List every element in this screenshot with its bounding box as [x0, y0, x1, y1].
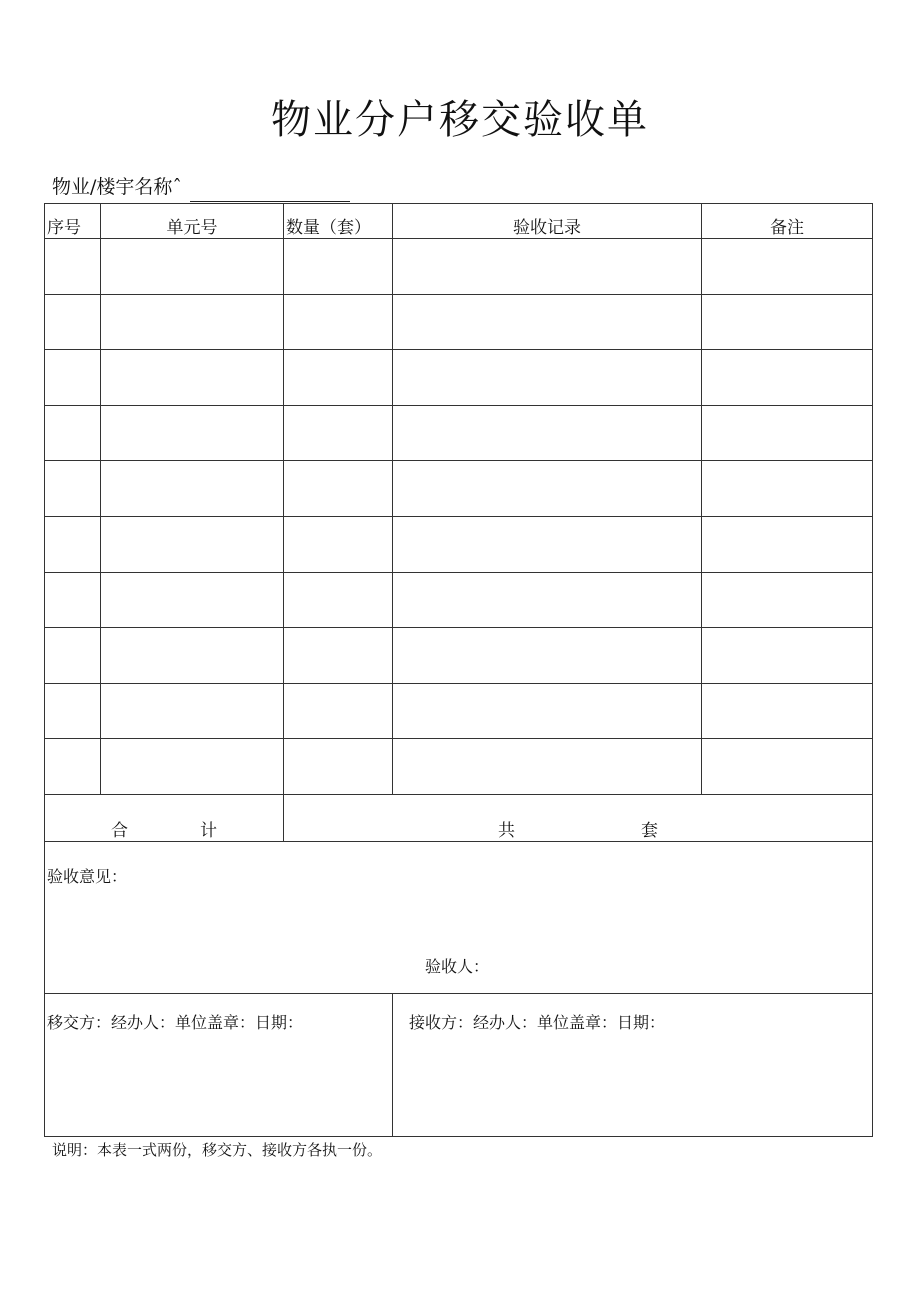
- giver-sign-cell[interactable]: [45, 993, 393, 1136]
- total-value-tao: 套: [641, 820, 658, 841]
- header-unit: 单元号: [101, 204, 284, 239]
- table-row: [45, 516, 873, 572]
- cell-quantity[interactable]: [284, 628, 393, 684]
- cell-unit[interactable]: [101, 461, 284, 517]
- opinion-signer-label: 验收人：: [425, 956, 490, 976]
- receiver-sign-label: 接收方：经办人：单位盖章：日期：: [409, 1012, 666, 1032]
- cell-record[interactable]: [393, 350, 702, 406]
- cell-remark[interactable]: [702, 350, 873, 406]
- cell-remark[interactable]: [702, 572, 873, 628]
- cell-index[interactable]: [45, 683, 101, 739]
- header-remark: 备注: [702, 204, 873, 239]
- cell-index[interactable]: [45, 739, 101, 795]
- table-row: [45, 239, 873, 295]
- cell-index[interactable]: [45, 461, 101, 517]
- cell-quantity[interactable]: [284, 572, 393, 628]
- cell-quantity[interactable]: [284, 739, 393, 795]
- cell-remark[interactable]: [702, 405, 873, 461]
- cell-quantity[interactable]: [284, 405, 393, 461]
- receiver-sign-cell[interactable]: [393, 993, 873, 1136]
- total-label-cell: [45, 794, 284, 841]
- header-record: 验收记录: [393, 204, 702, 239]
- total-row: [45, 794, 873, 841]
- cell-index[interactable]: [45, 239, 101, 295]
- total-value-gong: 共: [498, 820, 515, 841]
- total-value-cell[interactable]: [284, 794, 873, 841]
- cell-remark[interactable]: [702, 739, 873, 795]
- handover-table: [44, 203, 873, 1137]
- cell-remark[interactable]: [702, 628, 873, 684]
- cell-record[interactable]: [393, 461, 702, 517]
- cell-unit[interactable]: [101, 350, 284, 406]
- table-row: [45, 572, 873, 628]
- footnote: 说明：本表一式两份，移交方、接收方各执一份。: [52, 1141, 383, 1159]
- cell-unit[interactable]: [101, 516, 284, 572]
- header-quantity: 数量（套）: [284, 204, 393, 239]
- giver-sign-label: 移交方：经办人：单位盖章：日期：: [47, 1012, 304, 1032]
- cell-remark[interactable]: [702, 239, 873, 295]
- table-row: [45, 739, 873, 795]
- cell-index[interactable]: [45, 516, 101, 572]
- cell-quantity[interactable]: [284, 683, 393, 739]
- opinion-label: 验收意见：: [47, 866, 128, 886]
- cell-record[interactable]: [393, 572, 702, 628]
- cell-unit[interactable]: [101, 572, 284, 628]
- cell-remark[interactable]: [702, 683, 873, 739]
- cell-index[interactable]: [45, 405, 101, 461]
- cell-index[interactable]: [45, 294, 101, 350]
- cell-record[interactable]: [393, 739, 702, 795]
- property-name-label: 物业/楼宇名称ˆ: [52, 176, 182, 198]
- cell-index[interactable]: [45, 572, 101, 628]
- opinion-cell[interactable]: [45, 841, 873, 993]
- cell-unit[interactable]: [101, 683, 284, 739]
- cell-quantity[interactable]: [284, 516, 393, 572]
- cell-record[interactable]: [393, 405, 702, 461]
- property-name-field[interactable]: [190, 179, 350, 202]
- signature-row: [45, 993, 873, 1136]
- table-row: [45, 350, 873, 406]
- cell-unit[interactable]: [101, 405, 284, 461]
- cell-quantity[interactable]: [284, 294, 393, 350]
- table-header-row: [45, 204, 873, 239]
- cell-remark[interactable]: [702, 294, 873, 350]
- table-row: [45, 683, 873, 739]
- cell-record[interactable]: [393, 628, 702, 684]
- cell-quantity[interactable]: [284, 239, 393, 295]
- cell-record[interactable]: [393, 683, 702, 739]
- opinion-row: [45, 841, 873, 993]
- total-label-he: 合: [111, 820, 128, 841]
- cell-remark[interactable]: [702, 516, 873, 572]
- table-row: [45, 628, 873, 684]
- table-body: [45, 239, 873, 795]
- page-title: 物业分户移交验收单: [271, 97, 649, 143]
- cell-quantity[interactable]: [284, 350, 393, 406]
- cell-quantity[interactable]: [284, 461, 393, 517]
- cell-unit[interactable]: [101, 294, 284, 350]
- cell-unit[interactable]: [101, 628, 284, 684]
- property-name-line: [52, 172, 350, 202]
- table-row: [45, 405, 873, 461]
- cell-remark[interactable]: [702, 461, 873, 517]
- cell-index[interactable]: [45, 628, 101, 684]
- cell-unit[interactable]: [101, 739, 284, 795]
- cell-index[interactable]: [45, 350, 101, 406]
- table-row: [45, 294, 873, 350]
- total-label-ji: 计: [200, 820, 217, 841]
- cell-unit[interactable]: [101, 239, 284, 295]
- cell-record[interactable]: [393, 294, 702, 350]
- cell-record[interactable]: [393, 516, 702, 572]
- table-row: [45, 461, 873, 517]
- cell-record[interactable]: [393, 239, 702, 295]
- header-index: 序号: [45, 204, 101, 239]
